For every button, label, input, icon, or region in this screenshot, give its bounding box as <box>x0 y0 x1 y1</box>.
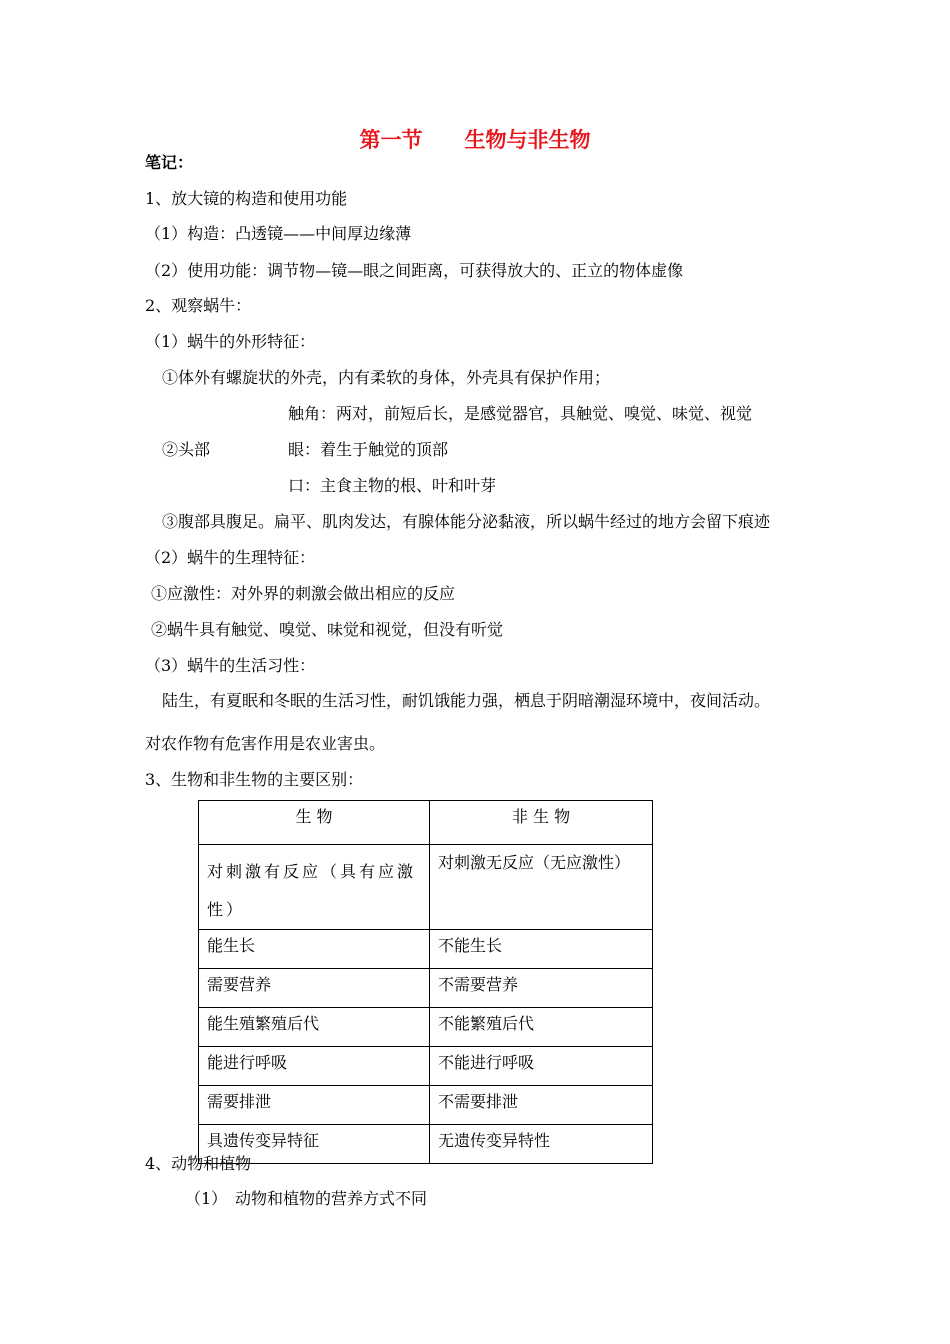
animal-plant-item-number: （1） <box>185 1189 228 1208</box>
table-cell: 对刺激无反应（无应激性） <box>430 845 653 930</box>
table-row <box>199 930 653 969</box>
table-cell: 能生殖繁殖后代 <box>199 1008 430 1047</box>
table-cell: 无遗传变异特性 <box>430 1125 653 1164</box>
table-cell: 能生长 <box>199 930 430 969</box>
table-row <box>199 1008 653 1047</box>
snail-irritability-text: ①应激性：对外界的刺激会做出相应的反应 <box>151 584 456 603</box>
magnifier-function: （2）使用功能：调节物—镜—眼之间距离，可获得放大的、正立的物体虚像 <box>145 261 684 280</box>
snail-physiology-heading: （2）蜗牛的生理特征： <box>145 548 316 567</box>
snail-mouth-text: 口：主食主物的根、叶和叶芽 <box>288 476 497 495</box>
notes-label: 笔记： <box>145 153 194 172</box>
snail-pest-text: 对农作物有危害作用是农业害虫。 <box>145 734 386 753</box>
animal-plant-item-text: 动物和植物的营养方式不同 <box>235 1189 428 1208</box>
table-cell: 对刺激有反应（具有应激性） <box>199 845 430 930</box>
table-header-row <box>199 801 653 845</box>
snail-senses-text: ②蜗牛具有触觉、嗅觉、味觉和视觉，但没有听觉 <box>151 620 504 639</box>
snail-foot-text: ③腹部具腹足。扁平、肌肉发达，有腺体能分泌黏液，所以蜗牛经过的地方会留下痕迹 <box>162 512 771 531</box>
table-cell: 需要营养 <box>199 969 430 1008</box>
table-cell: 具遗传变异特征 <box>199 1125 430 1164</box>
table-cell: 不需要排泄 <box>430 1086 653 1125</box>
section-1-heading: 1、放大镜的构造和使用功能 <box>145 189 348 208</box>
table-row <box>199 969 653 1008</box>
snail-habits-text: 陆生，有夏眠和冬眠的生活习性，耐饥饿能力强，栖息于阴暗潮湿环境中，夜间活动。 <box>162 691 771 710</box>
section-4-heading: 4、动物和植物 <box>145 1154 252 1173</box>
snail-shell-text: ①体外有螺旋状的外壳，内有柔软的身体，外壳具有保护作用； <box>162 368 611 387</box>
table-cell: 需要排泄 <box>199 1086 430 1125</box>
header-nonliving: 非 生 物 <box>430 801 653 845</box>
comparison-table <box>198 800 653 1164</box>
table-row <box>199 845 653 930</box>
table-cell: 不能生长 <box>430 930 653 969</box>
snail-habits-heading: （3）蜗牛的生活习性： <box>145 656 316 675</box>
snail-eye-text: 眼：着生于触觉的顶部 <box>288 440 449 459</box>
snail-head-label: ②头部 <box>162 440 211 459</box>
section-2-heading: 2、观察蜗牛： <box>145 296 252 315</box>
page-title: 第一节 生物与非生物 <box>359 128 591 152</box>
table-row <box>199 1125 653 1164</box>
snail-tentacle-text: 触角：两对，前短后长，是感觉器官，具触觉、嗅觉、味觉、视觉 <box>288 404 753 423</box>
section-3-heading: 3、生物和非生物的主要区别： <box>145 770 364 789</box>
table-cell: 能进行呼吸 <box>199 1047 430 1086</box>
header-living: 生 物 <box>199 801 430 845</box>
magnifier-structure: （1）构造：凸透镜——中间厚边缘薄 <box>145 224 412 243</box>
table-cell: 不能进行呼吸 <box>430 1047 653 1086</box>
table-row <box>199 1086 653 1125</box>
table-row <box>199 1047 653 1086</box>
snail-shape-heading: （1）蜗牛的外形特征： <box>145 332 316 351</box>
table-cell: 不能繁殖后代 <box>430 1008 653 1047</box>
table-cell: 不需要营养 <box>430 969 653 1008</box>
